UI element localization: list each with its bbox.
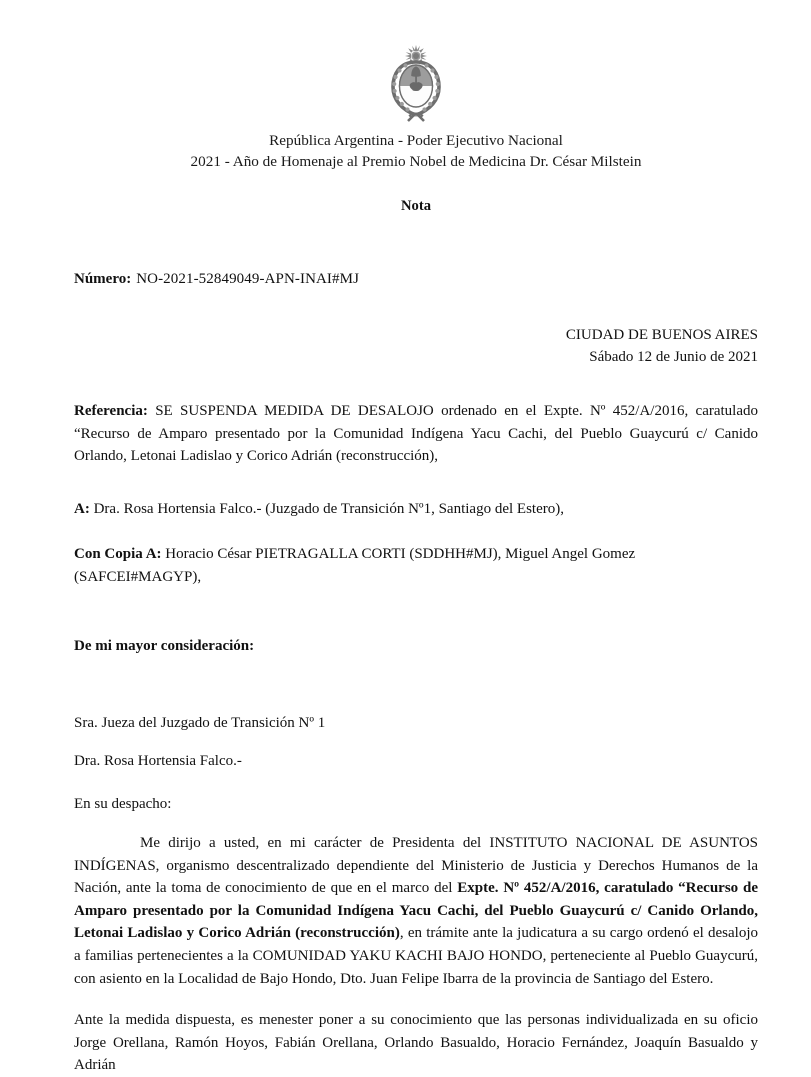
document-header xyxy=(74,130,758,172)
recipient-label: A: xyxy=(74,500,90,517)
carbon-copy-text: Horacio César PIETRAGALLA CORTI (SDDHH#MJ), Miguel Angel Gomez (SAFCEI#MAGYP), xyxy=(74,546,636,585)
body-p1-part1: Me dirijo a usted, en mi carácter de Presidenta del INSTITUTO NACIONAL DE ASUNTOS INDÍGENAS, organismo descentralizado dependiente del Ministerio de Justicia y Derechos Humanos de la Nación, ante la toma de conocimiento de que en el marco del xyxy=(74,835,758,897)
referencia-label: Referencia: xyxy=(74,403,148,419)
numero-value: NO-2021-52849049-APN-INAI#MJ xyxy=(136,271,360,287)
header-line-republic: República Argentina - Poder Ejecutivo Nacional xyxy=(269,132,563,149)
body-paragraph-2: Ante la medida dispuesta, es menester poner a su conocimiento que las personas individualizada en su oficio Jorge Orellana, Ramón Hoyos, Fabián Orellana, Orlando Basualdo, Horacio Fernández, Joaquín Basualdo y Adrián xyxy=(74,1012,758,1074)
body-p1-part2: , en trámite ante la judicatura a su cargo ordenó el desalojo a familias pertenecientes a la COMUNIDAD YAKU KACHI BAJO HONDO, perteneciente al Pueblo Guaycurú, con asiento en la Localidad de Bajo Hondo, Dto. Juan Felipe Ibarra de la provincia de Santiago del Estero. xyxy=(74,925,758,987)
document-content xyxy=(74,0,758,1077)
addressee-line-1: Sra. Jueza del Juzgado de Transición Nº 1 xyxy=(74,715,326,731)
carbon-copy-label: Con Copia A: xyxy=(74,546,162,562)
numero-row xyxy=(74,271,758,288)
crest-container xyxy=(74,0,758,124)
place-text: CIUDAD DE BUENOS AIRES xyxy=(565,327,758,343)
addressee-line-2: Dra. Rosa Hortensia Falco.- xyxy=(74,753,242,769)
body-p1-bold-case-reference: Expte. Nº 452/A/2016, caratulado “Recurso de Amparo presentado por la Comunidad Indígena Yacu Cachi, del Pueblo Guaycurú c/ Canido Orlando, Letonai Ladislao y Corico Adrián (reconstrucción) xyxy=(74,880,758,942)
referencia-text: SE SUSPENDA MEDIDA DE DESALOJO ordenado en el Expte. Nº 452/A/2016, caratulado “Recurso de Amparo presentado por la Comunidad Indígena Yacu Cachi, del Pueblo Guaycurú c/ Canido Orlando, Letonai Ladislao y Corico Adrián (reconstrucción), xyxy=(74,403,758,464)
numero-label: Número: xyxy=(74,271,132,287)
recipient-text: Dra. Rosa Hortensia Falco.- (Juzgado de Transición Nº1, Santiago del Estero), xyxy=(89,500,564,517)
place-date-block xyxy=(74,324,758,368)
carbon-copy-block xyxy=(74,543,758,588)
salutation-text: De mi mayor consideración: xyxy=(74,638,255,654)
referencia-block xyxy=(74,400,758,468)
despacho-line: En su despacho: xyxy=(74,796,172,812)
date-text: Sábado 12 de Junio de 2021 xyxy=(589,349,758,365)
argentine-coat-of-arms-icon xyxy=(385,44,447,124)
body-paragraph-1 xyxy=(74,832,758,990)
document-type-title: Nota xyxy=(401,198,431,214)
header-line-year-slogan: 2021 - Año de Homenaje al Premio Nobel de Medicina Dr. César Milstein xyxy=(190,153,642,170)
recipient-block xyxy=(74,498,758,521)
